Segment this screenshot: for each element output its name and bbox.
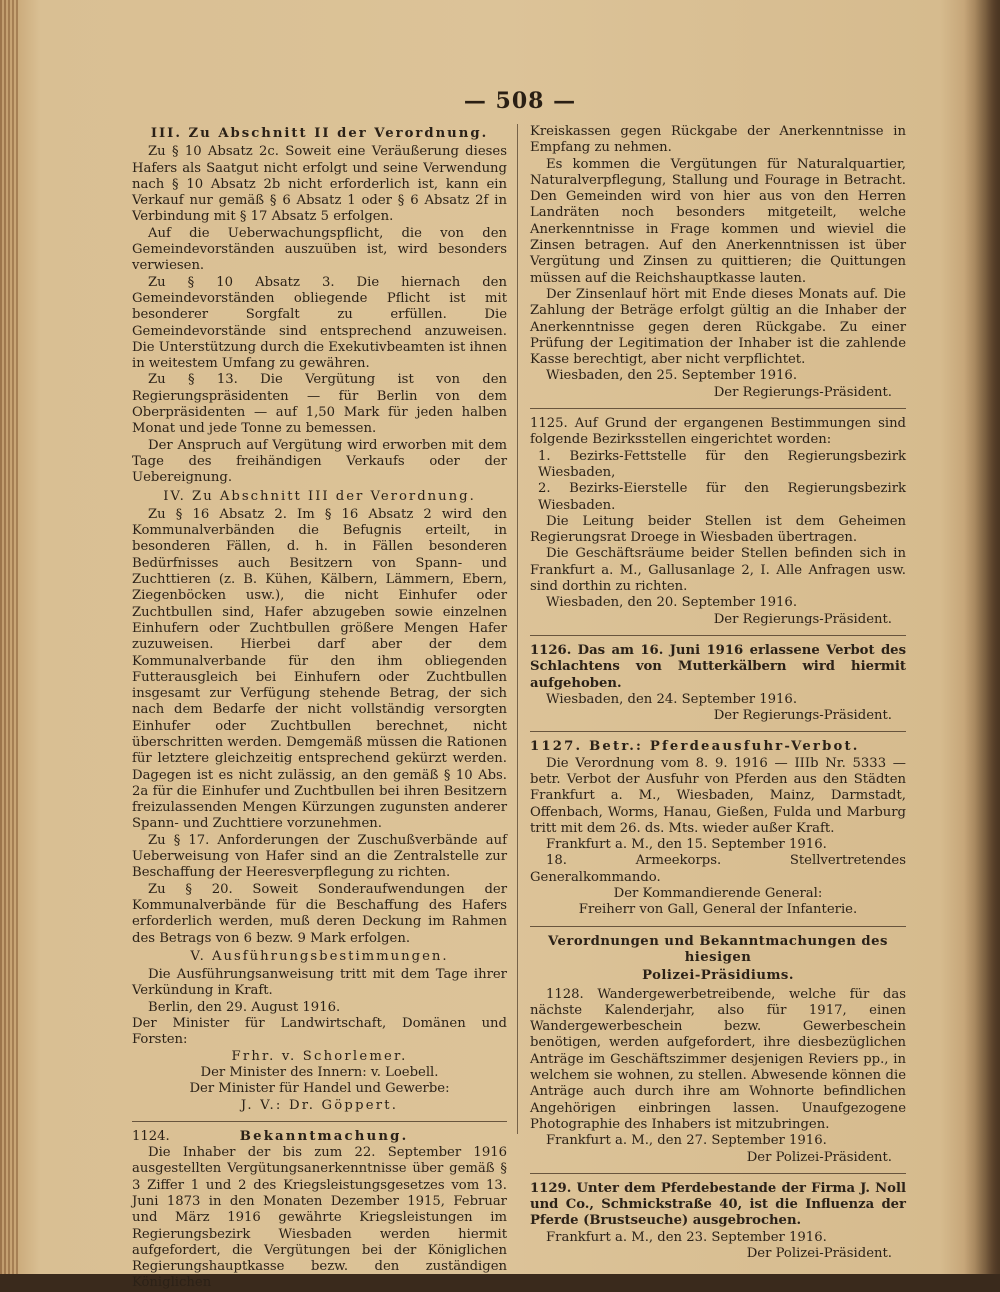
signature: Der Regierungs-Präsident. — [713, 708, 892, 724]
paragraph: 1129. Unter dem Pferdebestande der Firma J. Noll und Co., Schmickstraße 40, ist die Influenza der Pferde (Brustseuche) ausgebrochen. — [530, 1180, 906, 1229]
left-column — [132, 124, 507, 1292]
signature: Der Minister des Innern: v. Loebell. — [200, 1064, 439, 1080]
paragraph: Die Ausführungsanweisung tritt mit dem Tage ihrer Verkündung in Kraft. — [132, 967, 507, 999]
section-heading: IV. Zu Abschnitt III der Verordnung. — [163, 488, 476, 504]
notice-title: 1127. Betr.: Pferdeausfuhr-Verbot. — [530, 739, 860, 755]
date-line: Frankfurt a. M., den 15. September 1916. — [546, 837, 827, 853]
page-stack-edge — [0, 0, 18, 1274]
date-line: Wiesbaden, den 20. September 1916. — [546, 595, 798, 611]
separator-line — [530, 1173, 906, 1174]
signature: Der Kommandierende General: — [613, 886, 823, 902]
paragraph: Der Anspruch auf Vergütung wird erworben mit dem Tage des freihändigen Verkaufs oder der Uebereignung. — [132, 437, 507, 486]
section-heading: Polizei-Präsidiums. — [642, 968, 794, 984]
signature: Der Minister für Landwirtschaft, Domänen und Forsten: — [132, 1016, 507, 1048]
separator-line — [132, 1121, 507, 1122]
page-header — [0, 88, 1000, 114]
paragraph: Zu § 20. Soweit Sonderaufwendungen der Kommunalverbände für die Beschaffung des Hafers erforderlich werden, muß deren Deckung im Rahmen des Betrags von 6 bezw. 9 Mark erfolgen. — [132, 881, 507, 946]
separator-line — [530, 635, 906, 636]
signature: Der Polizei-Präsident. — [746, 1246, 892, 1261]
signature: Der Minister für Handel und Gewerbe: — [189, 1081, 450, 1097]
corps-line: 18. Armeekorps. Stellvertretendes Generalkommando. — [530, 853, 906, 885]
signature-name: Frhr. v. Schorlemer. — [231, 1048, 408, 1064]
binding-shadow — [964, 0, 1000, 1274]
paragraph: Zu § 10 Absatz 3. Die hiernach den Gemeindevorständen obliegende Pflicht ist mit besonderer Sorgfalt zu erfüllen. Die Gemeindevorstände sind entsprechend anzuweisen. Die Unterstützung durch die Exekutivbeamten ist ihnen in weitestem Umfang zu gewähren. — [132, 274, 507, 372]
right-column — [530, 124, 906, 1262]
paragraph: Die Inhaber der bis zum 22. September 1916 ausgestellten Vergütungsanerkenntnisse über gemäß § 3 Ziffer 1 und 2 des Kriegsleistungsgesetzes vom 13. Juni 1873 in den Monaten Dezember 1915, Februar und März 1916 gewährte Kriegsleistungen im Regierungsbezirk Wiesbaden werden hiermit aufgefordert, die Vergütungen bei der Königlichen Regierungshauptkasse bezw. den zuständigen Königlichen — [132, 1145, 507, 1291]
separator-line — [530, 408, 906, 409]
signature-name: Freiherr von Gall, General der Infanterie. — [578, 902, 858, 918]
signature: Der Regierungs-Präsident. — [713, 384, 892, 400]
paragraph: Zu § 10 Absatz 2c. Soweit eine Veräußerung dieses Hafers als Saatgut nicht erfolgt und seine Verwendung nach § 10 Absatz 2b nicht erforderlich ist, kann ein Verkauf nur gemäß § 6 Absatz 1 oder § 6 Absatz 2f in Verbindung mit § 17 Absatz 5 erfolgen. — [132, 144, 507, 225]
notice-title: Bekanntmachung. — [239, 1128, 409, 1144]
paragraph: 1128. Wandergewerbetreibende, welche für das nächste Kalenderjahr, also für 1917, einen Wandergewerbeschein bezw. Gewerbeschein benötigen, werden aufgefordert, ihre diesbezüglichen Anträge im Geschäftszimmer desjenigen Reviers pp., in welchem sie wohnen, zu stellen. Abwesende können die Anträge auch durch ihre am Wohnorte befindlichen Angehörigen einbringen lassen. Unaufgezogene Photographie des Inhabers ist mitzubringen. — [530, 986, 906, 1132]
column-divider — [517, 124, 518, 1134]
paragraph: Der Zinsenlauf hört mit Ende dieses Monats auf. Die Zahlung der Beträge erfolgt gültig an die Inhaber der Anerkenntnisse gegen deren Rückgabe. Zu einer Prüfung der Legitimation der Inhaber ist die zahlende Kasse berechtigt, aber nicht verpflichtet. — [530, 286, 906, 368]
paragraph: 1126. Das am 16. Juni 1916 erlassene Verbot des Schlachtens von Mutterkälbern wird hiermit aufgehoben. — [530, 642, 906, 691]
date-line: Wiesbaden, den 25. September 1916. — [546, 368, 798, 384]
date-line: Frankfurt a. M., den 27. September 1916. — [546, 1133, 827, 1149]
paragraph: Es kommen die Vergütungen für Naturalquartier, Naturalverpflegung, Stallung und Fourage in Betracht. Den Gemeinden wird von hier aus von den Herren Landräten noch besonders mitgeteilt, welche Anerkenntnisse in Frage kommen und wieviel die Zinsen betragen. Auf den Anerkenntnissen ist über Vergütung und Zinsen zu quittieren; die Quittungen müssen auf die Reichshauptkasse lauten. — [530, 156, 906, 286]
paragraph: Zu § 16 Absatz 2. Im § 16 Absatz 2 wird den Kommunalverbänden die Befugnis erteilt, in besonderen Fällen, d. h. in Fällen besonderen Bedürfnisses auch Besitzern von Spann- und Zuchttieren (z. B. Kühen, Kälbern, Lämmern, Ebern, Ziegenböcken usw.), die nicht Einhufer oder Zuchtbullen sind, Hafer abzugeben sowie einzelnen Einhufern oder Zuchtbullen größere Mengen Hafer zuzuweisen. Hierbei darf aber der dem Kommunalverbande für den ihm obliegenden Futterausgleich bei Einhufern oder Zuchtbullen insgesamt zur Verfügung stehende Betrag, der sich nach dem Bedarfe der nicht vollständig versorgten Einhufer oder Zuchtbullen berechnet, nicht überschritten werden. Demgemäß müssen die Rationen für letztere gleichzeitig entsprechend gekürzt werden. Dagegen ist es nicht zulässig, an den gemäß § 10 Abs. 2a für die Einhufer und Zuchtbullen bei ihren Besitzern freizulassenden Mengen Kürzungen zugunsten anderer Spann- und Zuchttiere vorzunehmen. — [132, 506, 507, 832]
section-heading: III. Zu Abschnitt II der Verordnung. — [150, 126, 489, 141]
separator-line — [530, 731, 906, 732]
signature: Der Regierungs-Präsident. — [713, 611, 892, 627]
date-line: Berlin, den 29. August 1916. — [148, 999, 341, 1015]
paragraph: Die Verordnung vom 8. 9. 1916 — IIIb Nr. 5333 — betr. Verbot der Ausfuhr von Pferden aus den Städten Frankfurt a. M., Wiesbaden, Mainz, Darmstadt, Offenbach, Worms, Hanau, Gießen, Fulda und Marburg tritt mit dem 26. ds. Mts. wieder außer Kraft. — [530, 755, 906, 836]
date-line: Frankfurt a. M., den 23. September 1916. — [546, 1229, 827, 1245]
paragraph: 1125. Auf Grund der ergangenen Bestimmungen sind folgende Bezirksstellen eingerichtet worden: — [530, 416, 906, 448]
signature-name: J. V.: Dr. Göppert. — [240, 1097, 399, 1113]
date-line: Wiesbaden, den 24. September 1916. — [546, 691, 798, 707]
paragraph: Die Geschäftsräume beider Stellen befinden sich in Frankfurt a. M., Gallusanlage 2, I. Alle Anfragen usw. sind dorthin zu richten. — [530, 546, 906, 595]
signature: Der Polizei-Präsident. — [746, 1149, 892, 1165]
paragraph: Zu § 13. Die Vergütung ist von den Regierungspräsidenten — für Berlin von dem Oberpräsidenten — auf 1,50 Mark für jeden halben Monat und jede Tonne zu bemessen. — [132, 372, 507, 437]
separator-line — [530, 926, 906, 927]
paragraph: Kreiskassen gegen Rückgabe der Anerkenntnisse in Empfang zu nehmen. — [530, 124, 906, 156]
notice-title-line — [132, 1129, 507, 1145]
paragraph: Auf die Ueberwachungspflicht, die von den Gemeindevorständen auszuüben ist, wird besonders verwiesen. — [132, 225, 507, 274]
list-item: 2. Bezirks-Eierstelle für den Regierungsbezirk Wiesbaden. — [538, 481, 906, 513]
paragraph: Die Leitung beider Stellen ist dem Geheimen Regierungsrat Droege in Wiesbaden übertragen. — [530, 513, 906, 546]
page-number: — 508 — — [463, 88, 577, 114]
section-heading: V. Ausführungsbestimmungen. — [190, 948, 449, 964]
paragraph: Zu § 17. Anforderungen der Zuschußverbände auf Ueberweisung von Hafer sind an die Zentralstelle zur Beschaffung der Heeresverpflegung zu richten. — [132, 832, 507, 881]
section-heading: Verordnungen und Bekanntmachungen des hiesigen — [548, 933, 888, 965]
notice-number: 1124. — [132, 1128, 170, 1144]
list-item: 1. Bezirks-Fettstelle für den Regierungsbezirk Wiesbaden, — [538, 448, 906, 480]
